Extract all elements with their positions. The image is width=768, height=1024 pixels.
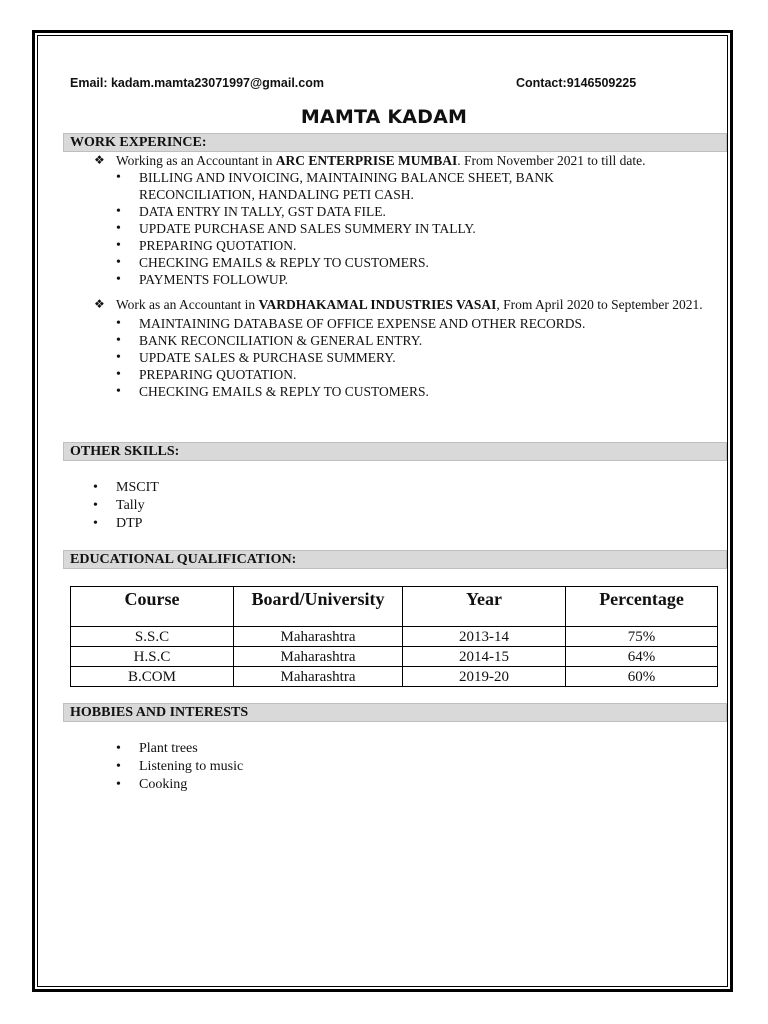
list-item: • Tally xyxy=(0,497,768,515)
table-cell: 64% xyxy=(566,647,718,667)
table-cell: 75% xyxy=(566,627,718,647)
table-cell: 60% xyxy=(566,667,718,687)
hobbies-heading: HOBBIES AND INTERESTS xyxy=(63,703,727,722)
skills-section xyxy=(0,479,768,533)
contact-row xyxy=(70,76,650,94)
hobbies-list xyxy=(0,740,768,794)
education-heading: EDUCATIONAL QUALIFICATION: xyxy=(63,550,727,569)
table-row xyxy=(71,667,718,687)
list-item: • BILLING AND INVOICING, MAINTAINING BALANCE SHEET, BANK RECONCILIATION, HANDALING PETI CASH. xyxy=(0,169,768,203)
list-item: • CHECKING EMAILS & REPLY TO CUSTOMERS. xyxy=(0,254,768,271)
job-period: . From November 2021 to till date. xyxy=(457,153,646,168)
job-entry xyxy=(0,152,768,169)
job-entry xyxy=(0,294,768,315)
list-item: • BANK RECONCILIATION & GENERAL ENTRY. xyxy=(0,332,768,349)
list-item: • PREPARING QUOTATION. xyxy=(0,237,768,254)
table-cell: 2013-14 xyxy=(403,627,566,647)
job-company: ARC ENTERPRISE MUMBAI xyxy=(275,153,458,168)
hobbies-section xyxy=(0,740,768,794)
job-duties-list xyxy=(0,315,768,400)
work-experience-heading: WORK EXPERINCE: xyxy=(63,133,727,152)
table-cell: S.S.C xyxy=(71,627,234,647)
table-cell: H.S.C xyxy=(71,647,234,667)
list-item: • DTP xyxy=(0,515,768,533)
list-item: • Plant trees xyxy=(0,740,768,758)
table-row xyxy=(71,627,718,647)
skills-list xyxy=(0,479,768,533)
column-header: Course xyxy=(71,587,234,627)
list-item: • Listening to music xyxy=(0,758,768,776)
list-item: • DATA ENTRY IN TALLY, GST DATA FILE. xyxy=(0,203,768,220)
list-item: • UPDATE SALES & PURCHASE SUMMERY. xyxy=(0,349,768,366)
diamond-bullet-icon: ❖ xyxy=(94,153,105,167)
job-duties-list xyxy=(0,169,768,288)
list-item: • CHECKING EMAILS & REPLY TO CUSTOMERS. xyxy=(0,383,768,400)
email-text: Email: kadam.mamta23071997@gmail.com xyxy=(70,76,324,90)
table-cell: 2019-20 xyxy=(403,667,566,687)
column-header: Board/University xyxy=(234,587,403,627)
list-item: • MSCIT xyxy=(0,479,768,497)
table-cell: 2014-15 xyxy=(403,647,566,667)
job-intro: Working as an Accountant in xyxy=(116,153,276,168)
diamond-bullet-icon: ❖ xyxy=(94,297,105,311)
list-item: • MAINTAINING DATABASE OF OFFICE EXPENSE AND OTHER RECORDS. xyxy=(0,315,768,332)
other-skills-heading: OTHER SKILLS: xyxy=(63,442,727,461)
table-cell: Maharashtra xyxy=(234,667,403,687)
education-table xyxy=(70,586,718,687)
column-header: Percentage xyxy=(566,587,718,627)
job-intro: Work as an Accountant in xyxy=(116,297,259,312)
list-item: • PREPARING QUOTATION. xyxy=(0,366,768,383)
job-company: VARDHAKAMAL INDUSTRIES VASAI xyxy=(258,297,497,312)
job-period: , From April 2020 to September 2021. xyxy=(496,297,703,312)
table-cell: Maharashtra xyxy=(234,627,403,647)
work-experience-section xyxy=(0,152,768,400)
list-item: • Cooking xyxy=(0,776,768,794)
table-row xyxy=(71,647,718,667)
table-cell: B.COM xyxy=(71,667,234,687)
table-cell: Maharashtra xyxy=(234,647,403,667)
list-item: • PAYMENTS FOLLOWUP. xyxy=(0,271,768,288)
contact-number: Contact:9146509225 xyxy=(516,76,637,90)
table-header-row xyxy=(71,587,718,627)
column-header: Year xyxy=(403,587,566,627)
candidate-name: MAMTA KADAM xyxy=(300,106,468,128)
list-item: • UPDATE PURCHASE AND SALES SUMMERY IN TALLY. xyxy=(0,220,768,237)
